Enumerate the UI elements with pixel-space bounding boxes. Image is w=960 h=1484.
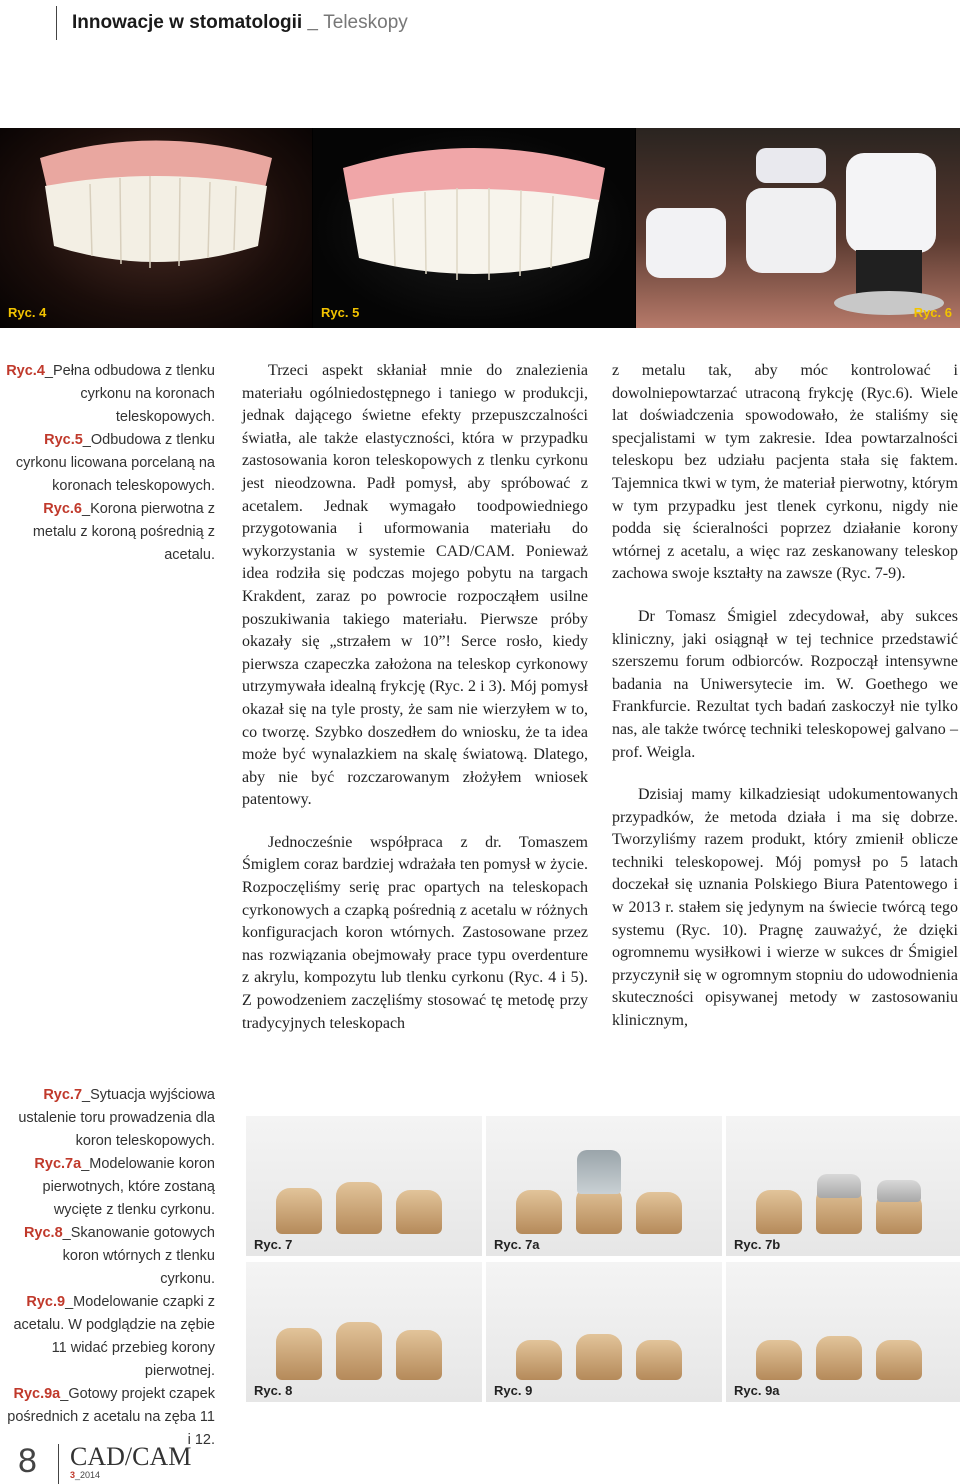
caption-item: Ryc.9a_Gotowy projekt czapek pośrednich z acetalu na zęba 11 i 12.	[7, 1386, 215, 1448]
figure-captions-top	[5, 360, 215, 567]
image-ryc-9a	[726, 1262, 960, 1402]
photo-strip	[0, 128, 960, 328]
caption-item: Ryc.8_Skanowanie gotowych koron wtórnych z tlenku cyrkonu.	[23, 1225, 215, 1287]
caption-item: Ryc.7_Sytuacja wyjściowa ustalenie toru prowadzenia dla koron teleskopowych.	[18, 1087, 215, 1149]
image-ryc-9	[486, 1262, 722, 1402]
article-column-2	[612, 360, 958, 1053]
caption-item: Ryc.9_Modelowanie czapki z acetalu. W podglądzie na zębie 11 widać przebieg korony pierwotnej.	[13, 1294, 215, 1379]
section-title-sub: Teleskopy	[323, 12, 408, 33]
section-title-main: Innowacje w stomatologii _	[72, 12, 324, 33]
body-paragraph: Dr Tomasz Śmigiel zdecydował, aby sukces kliniczny, jaki osiągnął w tej technice przedstawić szerszemu forum odbiorców. Rozpoczął intensywne badania na Uniwersytecie im. W. Goethego we Frankfurcie. Rezultat tych badań zaskoczył nie tylko nas, ale także twórcę techniki teleskopowej galvano – prof. Weigla.	[612, 607, 958, 761]
photo-ryc-6	[636, 128, 960, 328]
photo-ryc-4	[0, 128, 312, 328]
photo-label: Ryc. 4	[8, 305, 47, 320]
cad-image-grid	[246, 1116, 960, 1406]
page-number: 8	[18, 1442, 37, 1480]
image-label: Ryc. 9a	[734, 1383, 780, 1398]
image-label: Ryc. 7	[254, 1237, 293, 1252]
article-column-1	[242, 360, 588, 1055]
body-paragraph: Jednocześnie współpraca z dr. Tomaszem Śmiglem coraz bardziej wdrażała ten pomysł w życie. Rozpoczęliśmy serię prac opartych na teleskopach cyrkonowych a czapką pośrednią z acetalu w różnych konfiguracjach koron wtórnych. Zastosowane przez nas rozwiązania obejmowały prace typu overdenture z akrylu, kompozytu lub tlenku cyrkonu (Ryc. 4 i 5). Z powodzeniem zaczęliśmy stosować tę metodę przy tradycyjnych teleskopach	[242, 833, 588, 1032]
footer-divider	[58, 1444, 59, 1484]
image-ryc-7b	[726, 1116, 960, 1256]
photo-ryc-5	[313, 128, 635, 328]
figure-captions-bottom	[5, 1084, 215, 1452]
denture-illustration	[0, 128, 312, 328]
page-header	[0, 0, 960, 48]
caption-item: Ryc.4_Pełna odbudowa z tlenku cyrkonu na koronach teleskopowych.	[6, 363, 215, 425]
image-ryc-7	[246, 1116, 482, 1256]
page-footer	[0, 1440, 960, 1484]
body-paragraph: Trzeci aspekt skłaniał mnie do znalezienia materiału ogólniedostępnego i taniego w produkcji, jednak dającego świetne efekty przepuszczalności światła, ale także elastyczności, która w przypadku zastosowania koron teleskopowych z tlenku cyrkonu jest nieodzowna. Padł pomysł, aby spróbować z acetalem. Jednak wymagało toodpowiedniego przygotowania i uformowania materiału do wykorzystania w systemie CAD/CAM. Ponieważ idea rodziła się podczas mojego pobytu na targach Krakdent, zaraz po powrocie rozpocząłem usilne poszukiwania takiego materiału. Pierwsze próby okazały się „strzałem w 10”! Serce rosło, kiedy pierwsza czapeczka założona na teleskop cyrkonowy utrzymywała idealną frykcję (Ryc. 2 i 3). Mój pomysł okazał się na tyle prosty, że sam nie wierzyłem w to, co tworzę. Szybko doszedłem do wniosku, że ta idea może być wynalazkiem na skalę światową. Dlatego, aby nie być rozczarowanym złożyłem wniosek patentowy.	[242, 362, 588, 809]
image-label: Ryc. 9	[494, 1383, 533, 1398]
magazine-name: CAD/CAM	[70, 1442, 192, 1471]
header-divider	[56, 6, 57, 40]
telescope-crowns-illustration	[636, 128, 960, 328]
section-title	[72, 12, 408, 34]
caption-item: Ryc.7a_Modelowanie koron pierwotnych, które zostaną wycięte z tlenku cyrkonu.	[34, 1156, 215, 1218]
image-ryc-8	[246, 1262, 482, 1402]
issue-info: 3_2014	[70, 1470, 101, 1480]
denture-illustration	[313, 128, 635, 328]
image-label: Ryc. 7b	[734, 1237, 781, 1252]
body-paragraph: Dzisiaj mamy kilkadziesiąt udokumentowanych przypadków, że metoda działa i ma się dobrze. Tworzyliśmy razem produkt, który zmienił oblicze techniki teleskopowej. Mój pomysł po 5 latach doczekał się uznania Polskiego Biura Patentowego i w 2013 r. stałem się jedynym na świecie twórcą tego systemu (Ryc. 10). Pragnę zauważyć, że dzięki ogromnemu wysiłkowi i wierze w sukces dr Śmigiel przyczynił się w ogromnym stopniu do udowodnienia skuteczności opisywanej metody w zastosowaniu klinicznym,	[612, 786, 958, 1030]
body-paragraph: z metalu tak, aby móc kontrolować i dowolniepowtarzać utraconą frykcję (Ryc.6). Wiele lat doświadczenia spowodowało, że staliśmy się specjalistami w tym zakresie. Idea powtarzalności teleskopu bez udziału pacjenta stała się faktem. Tajemnica tkwi w tym, że materiał pierwotny, którym w tym przypadku jest tlenek cyrkonu, nigdy nie podda się ścieralności poprzez działanie korony wtórnej z acetalu, a więc raz zeskanowany teleskop zachowa swoje kształty na zawsze (Ryc. 7-9).	[612, 362, 958, 583]
image-label: Ryc. 7a	[494, 1237, 540, 1252]
caption-item: Ryc.5_Odbudowa z tlenku cyrkonu licowana porcelaną na koronach teleskopowych.	[15, 432, 215, 494]
caption-item: Ryc.6_Korona pierwotna z metalu z koroną pośrednią z acetalu.	[32, 501, 215, 563]
photo-label: Ryc. 5	[321, 305, 360, 320]
image-ryc-7a	[486, 1116, 722, 1256]
image-label: Ryc. 8	[254, 1383, 293, 1398]
photo-label: Ryc. 6	[913, 305, 952, 320]
